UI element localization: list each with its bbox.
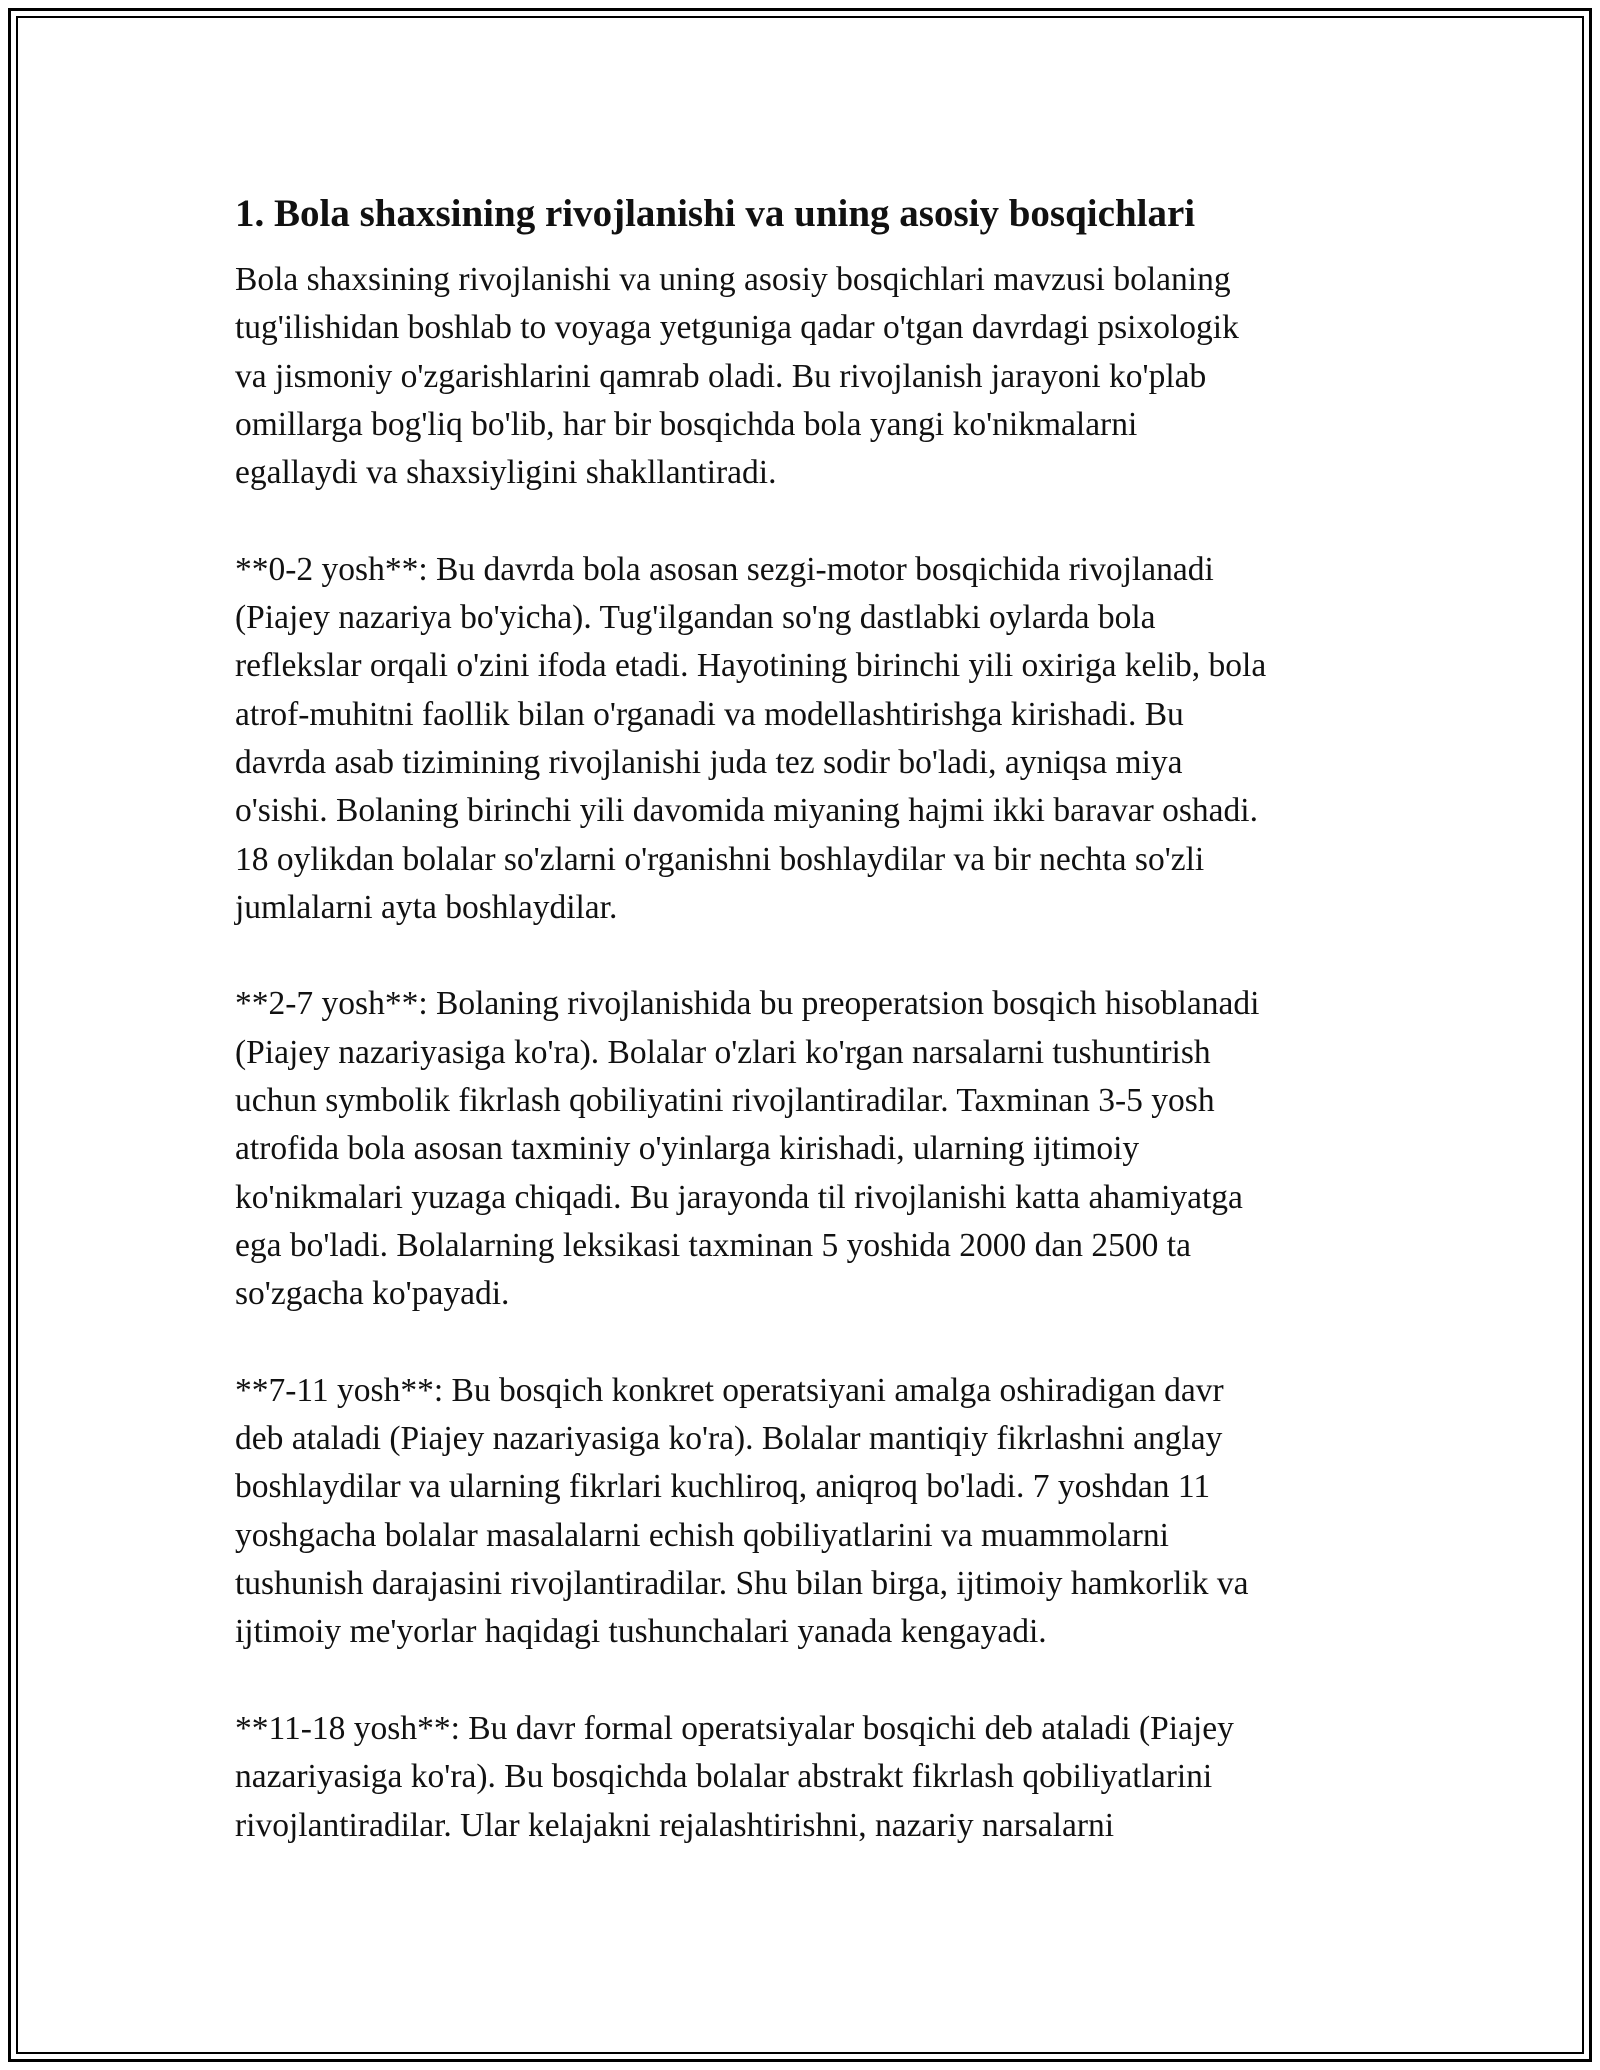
text-line: nazariyasiga ko'ra). Bu bosqichda bolalar abstrakt fikrlash qobiliyatlarini bbox=[235, 1758, 1213, 1796]
paragraph bbox=[235, 1705, 1365, 1850]
text-line: uchun symbolik fikrlash qobiliyatini rivojlantiradilar. Taxminan 3-5 yosh bbox=[235, 1082, 1215, 1120]
text-line: deb ataladi (Piajey nazariyasiga ko'ra). Bolalar mantiqiy fikrlashni anglay bbox=[235, 1420, 1223, 1458]
text-line: ijtimoiy me'yorlar haqidagi tushunchalari yanada kengayadi. bbox=[235, 1613, 1047, 1651]
paragraph bbox=[235, 980, 1365, 1318]
text-line: (Piajey nazariyasiga ko'ra). Bolalar o'zlari ko'rgan narsalarni tushuntirish bbox=[235, 1033, 1211, 1071]
text-line: boshlaydilar va ularning fikrlari kuchliroq, aniqroq bo'ladi. 7 yoshdan 11 bbox=[235, 1468, 1211, 1506]
text-line: atrofida bola asosan taxminiy o'yinlarga kirishadi, ularning ijtimoiy bbox=[235, 1130, 1140, 1168]
paragraph bbox=[235, 546, 1365, 932]
text-line: (Piajey nazariya bo'yicha). Tug'ilgandan so'ng dastlabki oylarda bola bbox=[235, 599, 1156, 637]
text-line: rivojlantiradilar. Ular kelajakni rejalashtirishni, nazariy narsalarni bbox=[235, 1806, 1115, 1844]
section-heading: 1. Bola shaxsining rivojlanishi va uning asosiy bosqichlari bbox=[235, 192, 1196, 235]
text-line: ko'nikmalari yuzaga chiqadi. Bu jarayonda til rivojlanishi katta ahamiyatga bbox=[235, 1178, 1243, 1216]
text-line: tug'ilishidan boshlab to voyaga yetguniga qadar o'tgan davrdagi psixologik bbox=[235, 309, 1239, 347]
text-line: Bola shaxsining rivojlanishi va uning asosiy bosqichlari mavzusi bolaning bbox=[235, 261, 1231, 298]
text-line: atrof-muhitni faollik bilan o'rganadi va modellashtirishga kirishadi. Bu bbox=[235, 695, 1184, 733]
text-line: reflekslar orqali o'zini ifoda etadi. Hayotining birinchi yili oxiriga kelib, bola bbox=[235, 647, 1267, 685]
document-body bbox=[235, 186, 1365, 1898]
text-line: **0-2 yosh**: Bu davrda bola asosan sezgi-motor bosqichida rivojlanadi bbox=[235, 550, 1214, 588]
text-line: 18 oylikdan bolalar so'zlarni o'rganishni boshlaydilar va bir nechta so'zli bbox=[235, 840, 1205, 878]
paragraph bbox=[235, 256, 1365, 497]
paragraph bbox=[235, 1367, 1365, 1657]
text-line: **2-7 yosh**: Bolaning rivojlanishida bu preoperatsion bosqich hisoblanadi bbox=[235, 985, 1260, 1023]
text-line: omillarga bog'liq bo'lib, har bir bosqichda bola yangi ko'nikmalarni bbox=[235, 405, 1138, 443]
text-line: va jismoniy o'zgarishlarini qamrab oladi. Bu rivojlanish jarayoni ko'plab bbox=[235, 357, 1207, 395]
text-line: jumlalarni ayta boshlaydilar. bbox=[235, 888, 618, 926]
text-line: yoshgacha bolalar masalalarni echish qobiliyatlarini va muammolarni bbox=[235, 1516, 1169, 1554]
text-line: tushunish darajasini rivojlantiradilar. Shu bilan birga, ijtimoiy hamkorlik va bbox=[235, 1565, 1249, 1603]
text-line: **11-18 yosh**: Bu davr formal operatsiyalar bosqichi deb ataladi (Piajey bbox=[235, 1709, 1234, 1747]
text-line: ega bo'ladi. Bolalarning leksikasi taxminan 5 yoshida 2000 dan 2500 ta bbox=[235, 1226, 1191, 1264]
text-line: egallaydi va shaxsiyligini shakllantiradi. bbox=[235, 454, 777, 492]
text-line: **7-11 yosh**: Bu bosqich konkret operatsiyani amalga oshiradigan davr bbox=[235, 1371, 1224, 1409]
text-line: o'sishi. Bolaning birinchi yili davomida miyaning hajmi ikki baravar oshadi. bbox=[235, 792, 1258, 830]
text-line: so'zgacha ko'payadi. bbox=[235, 1275, 510, 1313]
text-line: davrda asab tizimining rivojlanishi juda tez sodir bo'ladi, ayniqsa miya bbox=[235, 743, 1183, 781]
paragraph-list bbox=[235, 256, 1365, 1850]
